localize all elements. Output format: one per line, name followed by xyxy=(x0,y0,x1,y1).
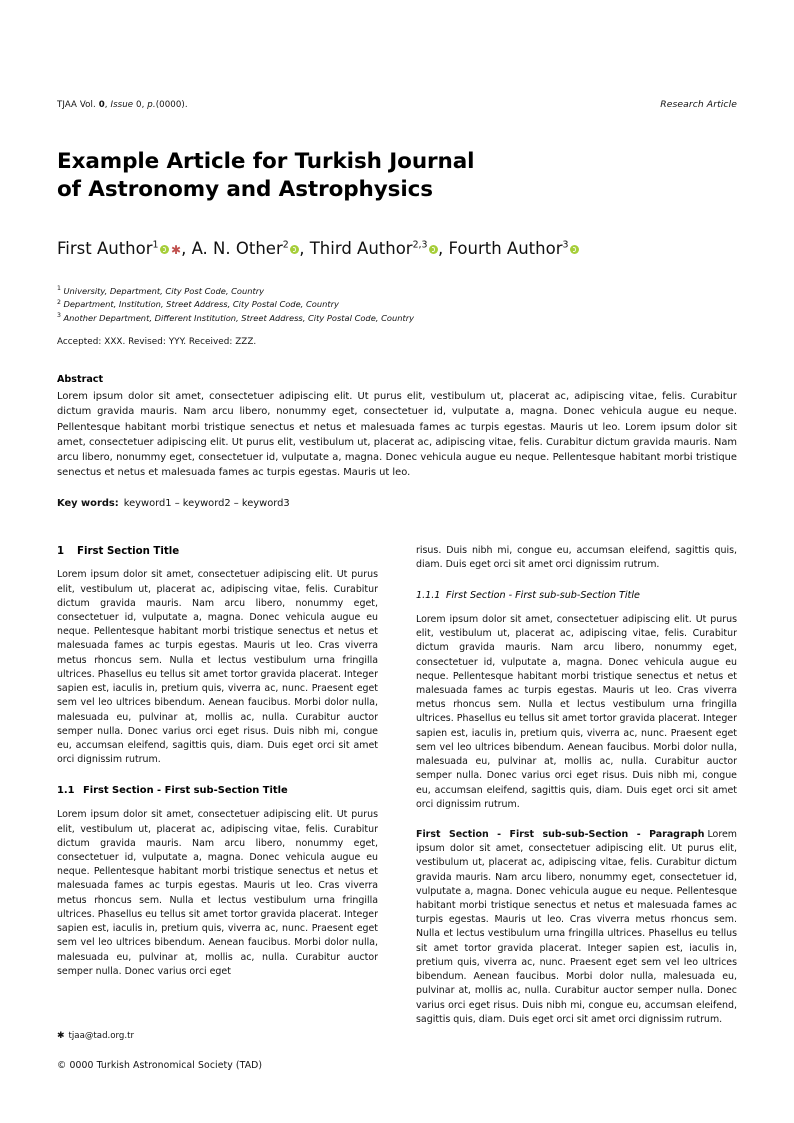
title-line-2: of Astronomy and Astrophysics xyxy=(57,177,433,203)
orcid-icon[interactable] xyxy=(290,245,299,254)
article-type-label: Research Article xyxy=(660,99,737,110)
paragraph-text: Lorem ipsum dolor sit amet, consectetuer adipiscing elit. Ut purus elit, vestibulum ut, placerat ac, adipiscing vitae, felis. Curabitur dictum gravida mauris. Nam arcu libero, nonummy eget, consectetuer id, vulputate a, magna. Donec vehicula augue eu neque. Pellentesque habitant morbi tristique senectus et netus et malesuada fames ac turpis egestas. Mauris ut leo. Cras viverra metus rhoncus sem. Nulla et lectus vestibulum urna fringilla ultrices. Phasellus eu tellus sit amet tortor gravida placerat. Integer sapien est, iaculis in, pretium quis, viverra ac, nunc. Praesent eget sem vel leo ultrices bibendum. Aenean faucibus. Morbi dolor nulla, malesuada eu, pulvinar at, mollis ac, nulla. Curabitur auctor semper nulla. Donec varius orci eget risus. Duis nibh mi, congue eu, accumsan eleifend, sagittis quis, diam. Duis eget orci sit amet orci dignissim rutrum. xyxy=(416,828,737,1025)
paragraph-heading: First Section - First sub-sub-Section - Paragraph xyxy=(416,828,705,840)
running-head xyxy=(57,99,737,110)
paragraph: Lorem ipsum dolor sit amet, consectetuer adipiscing elit. Ut purus elit, vestibulum ut, placerat ac, adipiscing vitae, felis. Curabitur dictum gravida mauris. Nam arcu libero, nonummy eget, consectetuer id, vulputate a, magna. Donec vehicula augue eu neque. Pellentesque habitant morbi tristique senectus et netus et malesuada fames ac turpis egestas. Mauris ut leo. Cras viverra metus rhoncus sem. Nulla et lectus vestibulum urna fringilla ultrices. Phasellus eu tellus sit amet tortor gravida placerat. Integer sapien est, iaculis in, pretium quis, viverra ac, nunc. Praesent eget sem vel leo ultrices bibendum. Aenean faucibus. Morbi dolor nulla, malesuada eu, pulvinar at, mollis ac, nulla. Curabitur auctor semper nulla. Donec varius orci eget xyxy=(57,809,378,977)
page-title xyxy=(57,148,677,205)
subsubsection-title: First Section - First sub-sub-Section Title xyxy=(446,590,640,602)
body-column-left xyxy=(57,544,378,979)
affiliation-text: Another Department, Different Institution, Street Address, City Postal Code, Country xyxy=(63,312,415,323)
author-name: Fourth Author xyxy=(448,239,563,258)
copyright-notice: © 0000 Turkish Astronomical Society (TAD) xyxy=(57,1060,263,1071)
affiliation-marker: 1 xyxy=(57,285,61,293)
volume-number: 0 xyxy=(98,100,105,110)
affiliation-text: Department, Institution, Street Address, City Postal Code, Country xyxy=(63,299,339,310)
section-number: 1 xyxy=(57,546,65,557)
paragraph: Lorem ipsum dolor sit amet, consectetuer adipiscing elit. Ut purus elit, vestibulum ut, placerat ac, adipiscing vitae, felis. Curabitur dictum gravida mauris. Nam arcu libero, nonummy eget, consectetuer id, vulputate a, magna. Donec vehicula augue eu neque. Pellentesque habitant morbi tristique senectus et netus et malesuada fames ac turpis egestas. Mauris ut leo. Cras viverra metus rhoncus sem. Nulla et lectus vestibulum urna fringilla ultrices. Phasellus eu tellus sit amet tortor gravida placerat. Integer sapien est, iaculis in, pretium quis, viverra ac, nunc. Praesent eget sem vel leo ultrices bibendum. Aenean faucibus. Morbi dolor nulla, malesuada eu, pulvinar at, mollis ac, nulla. Curabitur auctor semper nulla. Donec varius orci eget risus. Duis nibh mi, congue eu, accumsan eleifend, sagittis quis, diam. Duis eget orci sit amet orci dignissim rutrum. xyxy=(416,613,737,810)
subsection-title: First Section - First sub-Section Title xyxy=(83,785,288,797)
running-head-citation: TJAA Vol. 0, Issue 0, p.(0000). xyxy=(57,100,188,110)
keywords-value: keyword1 – keyword2 – keyword3 xyxy=(123,498,290,509)
keywords xyxy=(57,498,737,509)
corresponding-author-footnote xyxy=(57,1031,134,1041)
author-affil-marker: 1 xyxy=(152,239,159,251)
subsection-heading-1-1 xyxy=(57,784,378,799)
author-name: Third Author xyxy=(309,239,413,258)
abstract-text: Lorem ipsum dolor sit amet, consectetuer adipiscing elit. Ut purus elit, vestibulum ut, placerat ac, adipiscing vitae, felis. Curabitur dictum gravida mauris. Nam arcu libero, nonummy eget, consectetuer id, vulputate a, magna. Donec vehicula augue eu neque. Pellentesque habitant morbi tristique senectus et netus et malesuada fames ac turpis egestas. Mauris ut leo. Lorem ipsum dolor sit amet, consectetuer adipiscing elit. Ut purus elit, vestibulum ut, placerat ac, adipiscing vitae, felis. Curabitur dictum gravida mauris. Nam arcu libero, nonummy eget, consectetuer id, vulputate a, magna. Donec vehicula augue eu neque. Pellentesque habitant morbi tristique senectus et netus et malesuada fames ac turpis egestas. Mauris ut leo. xyxy=(57,391,737,479)
affiliation-item xyxy=(57,298,697,311)
author-name: First Author xyxy=(57,239,153,258)
subsubsection-heading-1-1-1 xyxy=(416,589,737,603)
author-affil-marker: 2,3 xyxy=(412,239,428,251)
footnote-email[interactable]: tjaa@tad.org.tr xyxy=(68,1031,134,1041)
paragraph-continuation: risus. Duis nibh mi, congue eu, accumsan eleifend, sagittis quis, diam. Duis eget orci sit amet orci dignissim rutrum. xyxy=(416,545,737,571)
abstract-heading: Abstract xyxy=(57,374,104,385)
keywords-label: Key words: xyxy=(57,498,119,509)
subsubsection-number: 1.1.1 xyxy=(416,590,441,602)
paragraph: Lorem ipsum dolor sit amet, consectetuer adipiscing elit. Ut purus elit, vestibulum ut, placerat ac, adipiscing vitae, felis. Curabitur dictum gravida mauris. Nam arcu libero, nonummy eget, consectetuer id, vulputate a, magna. Donec vehicula augue eu neque. Pellentesque habitant morbi tristique senectus et netus et malesuada fames ac turpis egestas. Mauris ut leo. Cras viverra metus rhoncus sem. Nulla et lectus vestibulum urna fringilla ultrices. Phasellus eu tellus sit amet tortor gravida placerat. Integer sapien est, iaculis in, pretium quis, viverra ac, nunc. Praesent eget sem vel leo ultrices bibendum. Aenean faucibus. Morbi dolor nulla, malesuada eu, pulvinar at, mollis ac, nulla. Curabitur auctor semper nulla. Donec varius orci eget risus. Duis nibh mi, congue eu, accumsan eleifend, sagittis quis, diam. Duis eget orci sit amet orci dignissim rutrum. xyxy=(57,569,378,766)
affiliation-list xyxy=(57,285,697,325)
publication-dates: Accepted: XXX. Revised: YYY. Received: ZZZ. xyxy=(57,337,257,347)
orcid-icon[interactable] xyxy=(570,245,579,254)
page-range: (0000). xyxy=(155,100,188,110)
author-affil-marker: 3 xyxy=(562,239,569,251)
title-line-1: Example Article for Turkish Journal xyxy=(57,149,475,174)
orcid-icon[interactable] xyxy=(160,245,169,254)
affiliation-marker: 3 xyxy=(57,312,61,320)
subsection-number: 1.1 xyxy=(57,785,75,797)
affiliation-marker: 2 xyxy=(57,298,61,306)
issue-label: Issue xyxy=(110,100,134,110)
author-list: First Author$^1$ ✱, A. N. Other$^2$ , Third Author$^{2,3}$ , Fourth Author$^3$ xyxy=(57,236,697,263)
section-heading-1 xyxy=(57,544,378,559)
author-name: A. N. Other xyxy=(191,239,283,258)
affiliation-item xyxy=(57,312,697,325)
affiliation-text: University, Department, City Post Code, Country xyxy=(63,286,265,296)
page-label: p. xyxy=(147,100,156,110)
body-column-right xyxy=(416,544,737,1027)
issue-number: 0, xyxy=(136,100,145,110)
author-affil-marker: 2 xyxy=(282,239,289,251)
journal-abbrev: TJAA Vol. xyxy=(57,100,96,110)
run-in-paragraph xyxy=(416,828,737,1027)
section-title: First Section Title xyxy=(77,546,180,557)
affiliation-item xyxy=(57,285,697,298)
footnote-star-icon: ✱ xyxy=(57,1031,65,1041)
orcid-icon[interactable] xyxy=(429,245,438,254)
corresponding-author-star-icon[interactable]: ✱ xyxy=(171,243,182,257)
